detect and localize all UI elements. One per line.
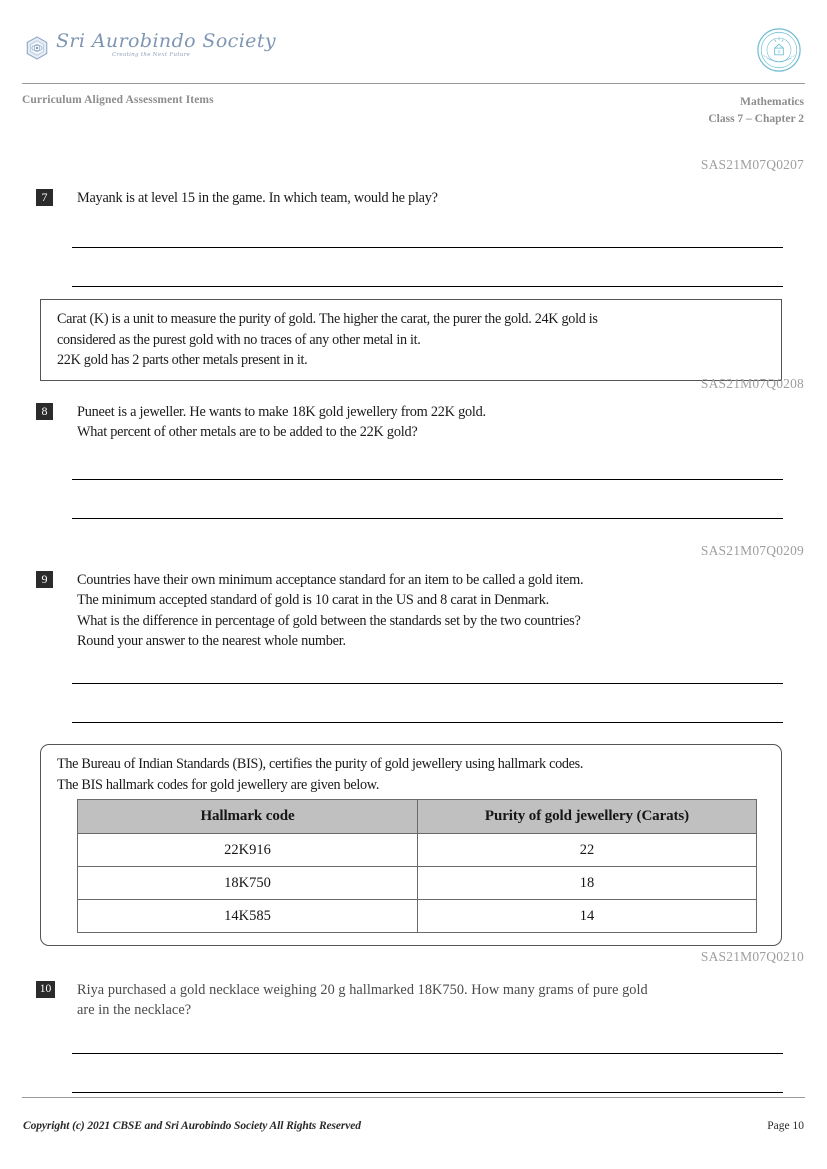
header-meta	[0, 94, 827, 134]
copyright-text: Copyright (c) 2021 CBSE and Sri Aurobindo Society All Rights Reserved	[23, 1120, 361, 1132]
bis-info-line: The Bureau of Indian Standards (BIS), certifies the purity of gold jewellery using hallmark codes.	[57, 756, 584, 772]
question-text	[77, 402, 796, 443]
question-9	[36, 570, 796, 651]
sri-aurobindo-society-logo	[24, 32, 276, 61]
logo-tagline: Creating the Next Future	[112, 52, 191, 58]
column-header-purity: Purity of gold jewellery (Carats)	[418, 800, 757, 834]
answer-line[interactable]	[72, 1053, 783, 1054]
question-line: Round your answer to the nearest whole number.	[77, 632, 346, 649]
logo-wordmark	[56, 32, 276, 59]
question-number-badge: 8	[36, 403, 53, 420]
hallmark-table	[77, 799, 757, 933]
question-7	[36, 188, 796, 208]
cbse-circular-seal-icon	[755, 26, 803, 74]
answer-line[interactable]	[72, 1092, 783, 1093]
question-line: Riya purchased a gold necklace weighing 20 g hallmarked 18K750. How many grams of pure gold	[77, 982, 648, 998]
bis-info-line: The BIS hallmark codes for gold jewellery are given below.	[57, 776, 380, 793]
item-code-q8: SAS21M07Q0208	[700, 376, 804, 391]
table-header-row	[78, 800, 757, 834]
carat-info-line: Carat (K) is a unit to measure the purity of gold. The higher the carat, the purer the gold. 24K gold is	[57, 311, 598, 327]
footer-divider	[22, 1097, 805, 1098]
logo-title: Sri Aurobindo Society	[56, 30, 276, 52]
carat-info-text	[41, 300, 781, 380]
table-row	[78, 834, 757, 867]
question-number-badge: 9	[36, 571, 53, 588]
bis-info-box	[40, 744, 782, 946]
answer-line[interactable]	[72, 247, 783, 248]
svg-text:· · · · ·: · · · · ·	[774, 64, 784, 69]
header-divider	[22, 83, 805, 84]
bis-info-text	[41, 745, 781, 797]
answer-line[interactable]	[72, 722, 783, 723]
carat-info-box	[40, 299, 782, 381]
question-10	[36, 980, 796, 1021]
svg-text:· · · · ·: · · · · ·	[774, 31, 784, 36]
lotus-hexagon-icon	[24, 35, 50, 61]
question-line: Puneet is a jeweller. He wants to make 18K gold jewellery from 22K gold.	[77, 404, 486, 420]
carat-info-line: considered as the purest gold with no traces of any other metal in it.	[57, 331, 421, 348]
cell-purity: 22	[418, 834, 757, 867]
question-line: Countries have their own minimum acceptance standard for an item to be called a gold item.	[77, 572, 584, 588]
answer-line[interactable]	[72, 518, 783, 519]
header-subject-block	[708, 94, 804, 127]
cell-hallmark-code: 14K585	[78, 900, 418, 933]
question-8	[36, 402, 796, 443]
cell-purity: 14	[418, 900, 757, 933]
table-row	[78, 867, 757, 900]
answer-line[interactable]	[72, 479, 783, 480]
answer-line[interactable]	[72, 683, 783, 684]
cell-purity: 18	[418, 867, 757, 900]
answer-line[interactable]	[72, 286, 783, 287]
page-header	[0, 0, 827, 84]
item-code-q9: SAS21M07Q0209	[700, 543, 804, 558]
question-number-badge: 7	[36, 189, 53, 206]
table-row	[78, 900, 757, 933]
question-line: The minimum accepted standard of gold is 10 carat in the US and 8 carat in Denmark.	[77, 592, 549, 609]
question-text	[77, 570, 796, 651]
question-line: What percent of other metals are to be added to the 22K gold?	[77, 424, 418, 441]
page-number: Page 10	[767, 1120, 804, 1132]
question-line: are in the necklace?	[77, 1002, 192, 1019]
header-assessment-label: Curriculum Aligned Assessment Items	[22, 94, 214, 106]
item-code-q10: SAS21M07Q0210	[700, 949, 804, 964]
question-text	[77, 188, 796, 208]
question-line: What is the difference in percentage of gold between the standards set by the two countries?	[77, 612, 581, 629]
question-number-badge: 10	[36, 981, 55, 998]
cell-hallmark-code: 22K916	[78, 834, 418, 867]
question-text	[77, 980, 796, 1021]
header-subject: Mathematics	[740, 96, 804, 108]
carat-info-line: 22K gold has 2 parts other metals present in it.	[57, 352, 308, 369]
header-class-chapter: Class 7 – Chapter 2	[708, 112, 804, 125]
question-line: Mayank is at level 15 in the game. In which team, would he play?	[77, 190, 438, 206]
cell-hallmark-code: 18K750	[78, 867, 418, 900]
item-code-q7: SAS21M07Q0207	[700, 157, 804, 172]
column-header-hallmark-code: Hallmark code	[78, 800, 418, 834]
